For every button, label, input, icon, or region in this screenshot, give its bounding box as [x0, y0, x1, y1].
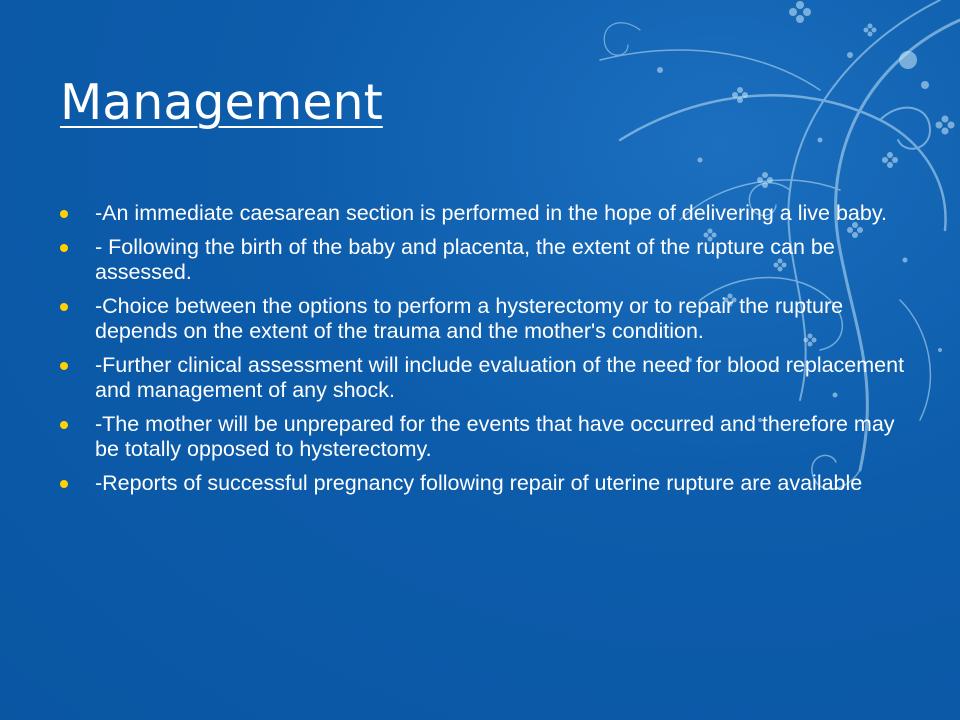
- bullet-item: [60, 471, 910, 497]
- bullet-item: [60, 201, 910, 227]
- bullet-item: [60, 235, 910, 286]
- bullet-list: [60, 201, 910, 504]
- bullet-dot-icon: [60, 362, 68, 370]
- bullet-text: -Choice between the options to perform a hysterectomy or to repair the rupture depends on the extent of the trauma and the mother's condition.: [95, 293, 844, 343]
- bullet-text: -Further clinical assessment will include evaluation of the need for blood replacement and management of any shock.: [95, 352, 905, 402]
- bullet-item: [60, 294, 910, 345]
- bullet-text: -Reports of successful pregnancy following repair of uterine rupture are available: [95, 470, 863, 495]
- bullet-text: -The mother will be unprepared for the events that have occurred and therefore may be totally opposed to hysterectomy.: [95, 411, 895, 461]
- bullet-dot-icon: [60, 210, 68, 218]
- bullet-dot-icon: [60, 421, 68, 429]
- bullet-item: [60, 412, 910, 463]
- bullet-text: - Following the birth of the baby and placenta, the extent of the rupture can be assessed.: [95, 234, 835, 284]
- bullet-dot-icon: [60, 303, 68, 311]
- bullet-text: -An immediate caesarean section is performed in the hope of delivering a live baby.: [95, 201, 887, 225]
- bullet-dot-icon: [60, 244, 68, 252]
- slide-title: Management: [60, 74, 383, 131]
- bullet-dot-icon: [60, 480, 68, 488]
- bullet-item: [60, 353, 910, 404]
